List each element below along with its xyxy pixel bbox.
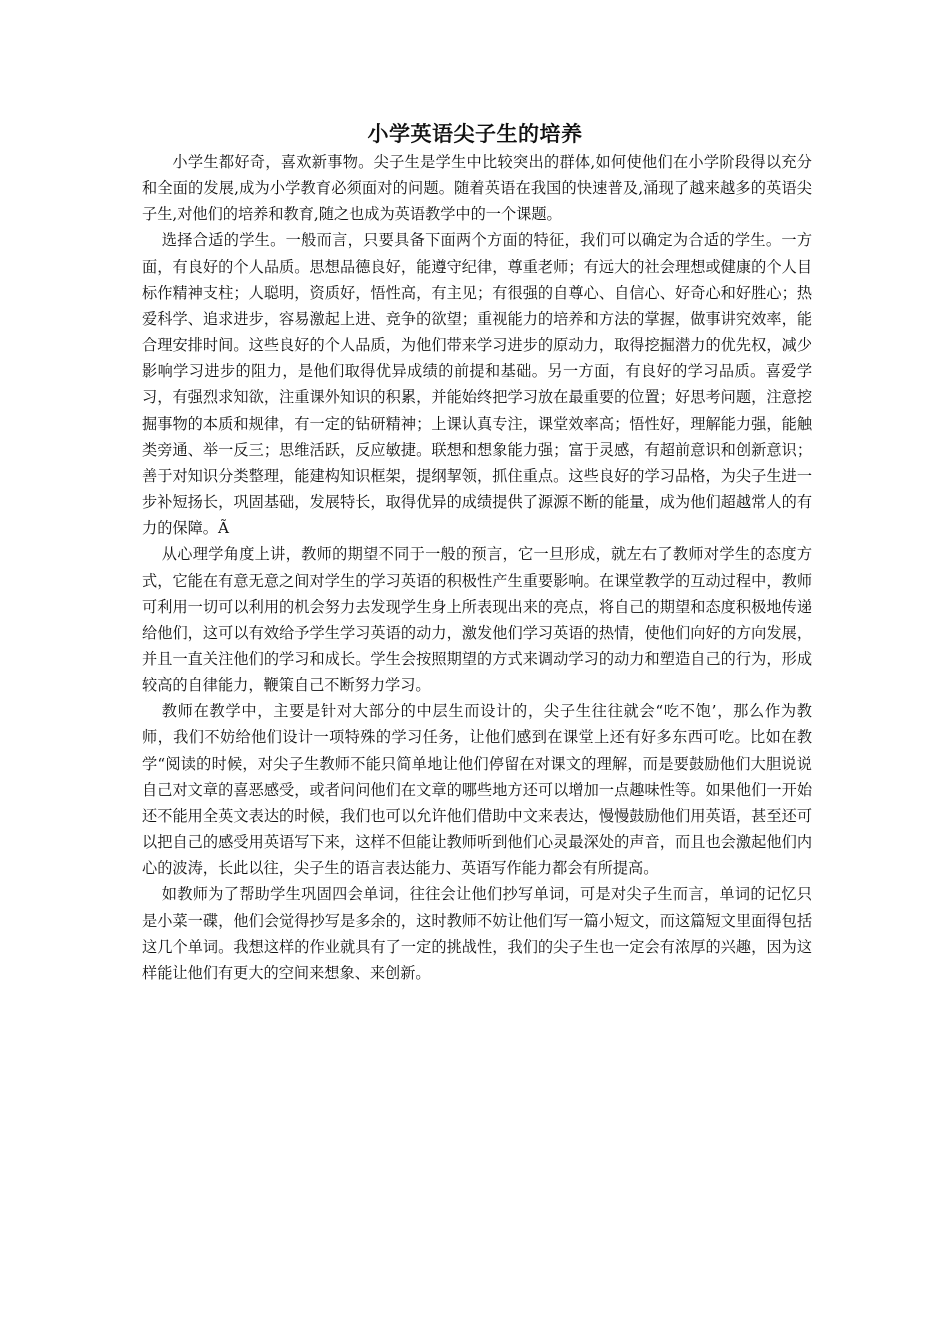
- paragraph-homework-example: 如教师为了帮助学生巩固四会单词，往往会让他们抄写单词，可是对尖子生而言，单词的记忆只是小菜一碟，他们会觉得抄写是多余的，这时教师不妨让他们写一篇小短文，而这篇短文里面得包括这几个单词。我想这样的作业就具有了一定的挑战性，我们的尖子生也一定会有浓厚的兴趣，因为这样能让他们有更大的空间来想象、来创新。: [142, 885, 812, 982]
- document-body: [142, 149, 812, 986]
- paragraph-special-tasks: 教师在教学中，主要是针对大部分的中层生而设计的，尖子生往往就会“吃不饱’，那么作为教师，我们不妨给他们设计一项特殊的学习任务，让他们感到在课堂上还有好多东西可吃。比如在教学“阅读的时候，对尖子生教师不能只简单地让他们停留在对课文的理解，而是要鼓励他们大胆说说自己对文章的喜恶感受，或者问问他们在文章的哪些地方还可以增加一点趣味性等。如果他们一开始还不能用全英文表达的时候，我们也可以允许他们借助中文来表达，慢慢鼓励他们用英语，甚至还可以把自己的感受用英语写下来，这样不但能让教师听到他们心灵最深处的声音，而且也会激起他们内心的波涛，长此以往，尖子生的语言表达能力、英语写作能力都会有所提高。: [142, 702, 812, 878]
- page-title: 小学英语尖子生的培养: [367, 121, 583, 146]
- paragraph-teacher-expectation: 从心理学角度上讲，教师的期望不同于一般的预言，它一旦形成，就左右了教师对学生的态度方式，它能在有意无意之间对学生的学习英语的积极性产生重要影响。在课堂教学的互动过程中，教师可利用一切可以利用的机会努力去发现学生身上所表现出来的亮点，将自己的期望和态度积极地传递给他们，这可以有效给予学生学习英语的动力，激发他们学习英语的热情，使他们向好的方向发展，并且一直关注他们的学习和成长。学生会按照期望的方式来调动学习的动力和塑造自己的行为，形成较高的自律能力，鞭策自己不断努力学习。: [142, 545, 812, 695]
- paragraph-student-selection: 选择合适的学生。一般而言，只要具备下面两个方面的特征，我们可以确定为合适的学生。一方面，有良好的个人品质。思想品德良好，能遵守纪律，尊重老师；有远大的社会理想或健康的个人目标作精神支柱；人聪明，资质好，悟性高，有主见；有很强的自尊心、自信心、好奇心和好胜心；热爱科学、追求进步，容易激起上进、竞争的欲望；重视能力的培养和方法的掌握，做事讲究效率，能合理安排时间。这些良好的个人品质，为他们带来学习进步的原动力，取得挖掘潜力的优先权，减少影响学习进步的阻力，是他们取得优异成绩的前提和基础。另一方面，有良好的学习品质。喜爱学习，有强烈求知欲，注重课外知识的积累，并能始终把学习放在最重要的位置；好思考问题，注意挖掘事物的本质和规律，有一定的钻研精神；上课认真专注，课堂效率高；悟性好，理解能力强，能触类旁通、举一反三；思维活跃，反应敏捷。联想和想象能力强；富于灵感，有超前意识和创新意识；善于对知识分类整理，能建构知识框架，提纲挈领，抓住重点。这些良好的学习品格，为尖子生进一步补短扬长，巩固基础，发展特长，取得优异的成绩提供了源源不断的能量，成为他们超越常人的有力的保障。Ã: [142, 231, 812, 538]
- paragraph-intro: 小学生都好奇，喜欢新事物。尖子生是学生中比较突出的群体,如何使他们在小学阶段得以充分和全面的发展,成为小学教育必须面对的问题。随着英语在我国的快速普及,涌现了越来越多的英语尖子生,对他们的培养和教育,随之也成为英语教学中的一个课题。: [142, 153, 812, 224]
